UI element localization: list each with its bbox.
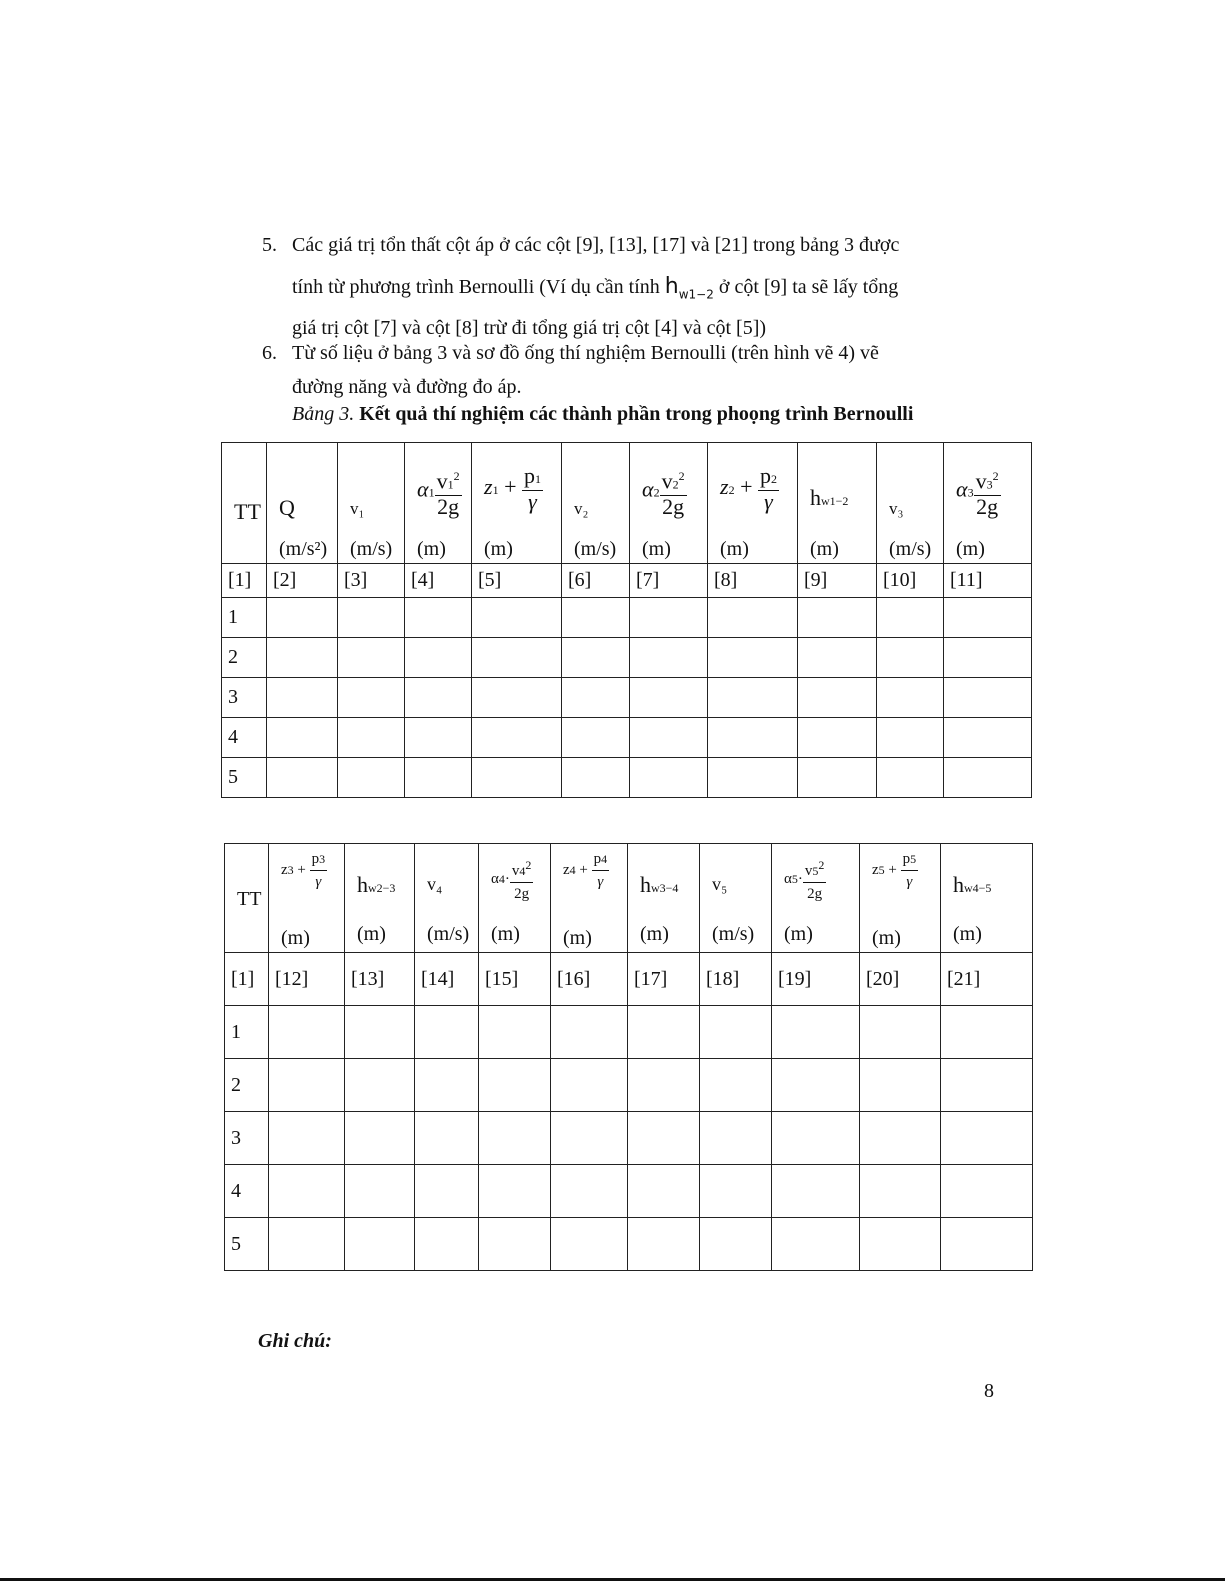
header-row (222, 443, 1032, 564)
item-text-part: tính từ phương trình Bernoulli (Ví dụ cần tính (292, 276, 660, 298)
header-cell: v₄ (m/s) (415, 844, 479, 953)
table-row (225, 1165, 1033, 1218)
item-number: 6. (262, 342, 277, 364)
header-cell: α3 $\frac{v3^2}{2g}$ (m) (944, 443, 1032, 564)
table-row (222, 638, 1032, 678)
column-number: [10] (877, 564, 944, 598)
header-cell: v₂ (m/s) (562, 443, 630, 564)
header-cell: hw2−3 (m) (345, 844, 415, 953)
table-row (222, 718, 1032, 758)
item-text: Các giá trị tổn thất cột áp ở các cột [9], [13], [17] và [21] trong bảng 3 được (292, 234, 900, 256)
item-text-line3: giá trị cột [7] và cột [8] trừ đi tổng giá trị cột [4] và cột [5]) (292, 317, 767, 340)
column-number: [12] (269, 953, 345, 1006)
header-cell: z2 + $\frac{p2}{\gamma}$ (m) (708, 443, 798, 564)
column-number-row (225, 953, 1033, 1006)
item-text-part: ở cột [9] ta sẽ lấy tổng (718, 276, 899, 298)
column-number: [18] (700, 953, 772, 1006)
column-number: [19] (772, 953, 860, 1006)
row-number: 4 (225, 1165, 269, 1218)
note-label: Ghi chú: (258, 1330, 332, 1352)
page-bottom-border (0, 1578, 1225, 1581)
column-number: [8] (708, 564, 798, 598)
header-cell: z5 + $\frac{p5}{\gamma}$ (m) (860, 844, 941, 953)
header-cell: TT (225, 844, 269, 953)
row-number: 3 (222, 678, 267, 718)
column-number: [7] (630, 564, 708, 598)
column-number: [3] (338, 564, 405, 598)
head-loss-symbol: $h_{w1-2}$ (664, 274, 714, 302)
header-cell: hw4−5 (m) (941, 844, 1033, 953)
header-cell: v₁ (m/s) (338, 443, 405, 564)
column-number: [15] (479, 953, 551, 1006)
results-table-2 (224, 843, 1033, 1271)
table-row (225, 1006, 1033, 1059)
row-number: 3 (225, 1112, 269, 1165)
table-row (225, 1218, 1033, 1271)
column-number: [4] (405, 564, 472, 598)
header-cell: z4 + $\frac{p4}{\gamma}$ (m) (551, 844, 628, 953)
column-number-row (222, 564, 1032, 598)
column-number: [6] (562, 564, 630, 598)
column-number: [16] (551, 953, 628, 1006)
column-number: [9] (798, 564, 877, 598)
column-number: [13] (345, 953, 415, 1006)
row-number: 1 (222, 598, 267, 638)
results-table-1 (221, 442, 1032, 798)
item-text: Từ số liệu ở bảng 3 và sơ đồ ống thí nghiệm Bernoulli (trên hình vẽ 4) vẽ (292, 342, 879, 364)
header-cell: α5· $\frac{v5^2}{2g}$ (m) (772, 844, 860, 953)
header-cell: v₅ (m/s) (700, 844, 772, 953)
table-row (222, 678, 1032, 718)
header-cell: z1 + $\frac{p1}{\gamma}$ (m) (472, 443, 562, 564)
header-row (225, 844, 1033, 953)
column-number: [1] (225, 953, 269, 1006)
row-number: 2 (222, 638, 267, 678)
header-cell: v₃ (m/s) (877, 443, 944, 564)
header-cell: Q (m/s²) (267, 443, 338, 564)
column-number: [2] (267, 564, 338, 598)
item-number: 5. (262, 234, 277, 256)
row-number: 2 (225, 1059, 269, 1112)
header-cell: α1 $\frac{v1^2}{2g}$ (m) (405, 443, 472, 564)
row-number: 4 (222, 718, 267, 758)
table-caption (292, 403, 913, 426)
table-row (225, 1059, 1033, 1112)
table-row (225, 1112, 1033, 1165)
header-cell: hw1−2 (m) (798, 443, 877, 564)
column-number: [11] (944, 564, 1032, 598)
column-number: [1] (222, 564, 267, 598)
row-number: 5 (222, 758, 267, 798)
header-cell: z3 + $\frac{p3}{\gamma}$ (m) (269, 844, 345, 953)
column-number: [17] (628, 953, 700, 1006)
column-number: [5] (472, 564, 562, 598)
header-cell: α4· $\frac{v4^2}{2g}$ (m) (479, 844, 551, 953)
item-5 (262, 228, 1002, 345)
item-6 (262, 336, 1002, 404)
item-text-line2: đường năng và đường đo áp. (292, 376, 522, 398)
table-row (222, 758, 1032, 798)
row-number: 5 (225, 1218, 269, 1271)
item-text-line2 (292, 270, 1002, 311)
header-cell: α2 $\frac{v2^2}{2g}$ (m) (630, 443, 708, 564)
header-cell: TT (222, 443, 267, 564)
column-number: [14] (415, 953, 479, 1006)
column-number: [20] (860, 953, 941, 1006)
page-number: 8 (984, 1380, 994, 1402)
table-row (222, 598, 1032, 638)
row-number: 1 (225, 1006, 269, 1059)
caption-title: Kết quả thí nghiệm các thành phần trong phoọng trình Bernoulli (354, 403, 914, 425)
column-number: [21] (941, 953, 1033, 1006)
header-cell: hw3−4 (m) (628, 844, 700, 953)
caption-label: Bảng 3. (292, 403, 355, 425)
